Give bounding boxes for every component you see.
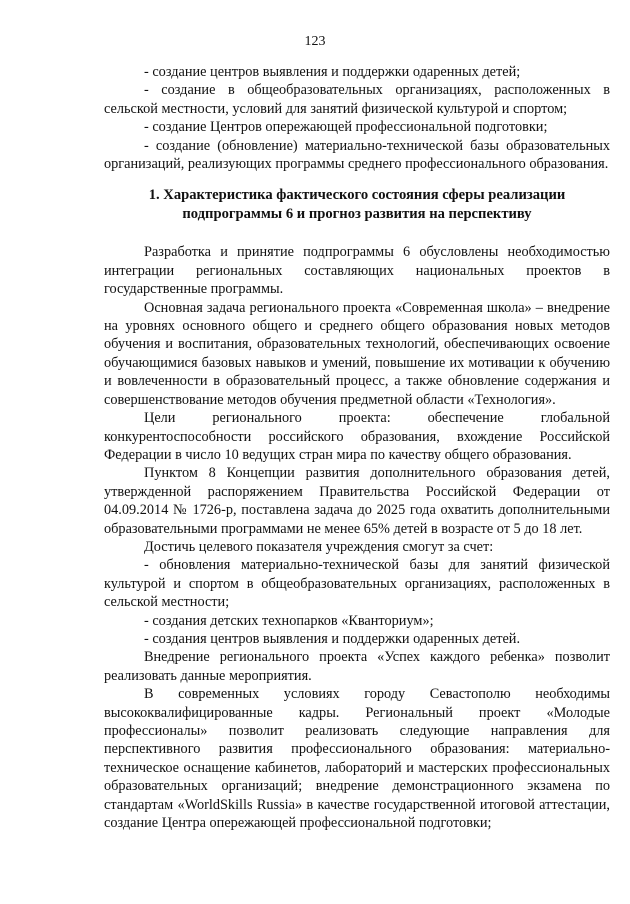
list-item: - создание (обновление) материально-технической базы образовательных организаций, реализующих программы среднего профессионального образования. — [104, 137, 610, 173]
paragraph: Достичь целевого показателя учреждения смогут за счет: — [144, 538, 494, 555]
paragraph: Основная задача регионального проекта «Современная школа» – внедрение на уровнях основного общего и среднего общего образования новых методов обучения и воспитания, образовательных технологий, обеспечивающих освоение обучающимися базовых навыков и умений, повышение их мотивации к обучению и вовлеченности в образовательный процесс, а также обновление содержания и совершенствование методов обучения предметной области «Технология». — [104, 299, 610, 408]
paragraph: Разработка и принятие подпрограммы 6 обусловлены необходимостью интеграции региональных составляющих национальных проектов в государственные программы. — [104, 244, 610, 298]
list-item: - создание Центров опережающей профессиональной подготовки; — [144, 119, 548, 136]
list-item: - обновления материально-технической базы для занятий физической культурой и спортом в общеобразовательных организациях, расположенных в сельской местности; — [104, 557, 610, 611]
list-item: - создание в общеобразовательных организациях, расположенных в сельской местности, условий для занятий физической культурой и спортом; — [104, 82, 610, 117]
paragraph: В современных условиях городу Севастополю необходимы высококвалифицированные кадры. Региональный проект «Молодые профессионалы» позволит реализовать следующие направления для перспективного развития профессионального образования: материально-техническое оснащение кабинетов, лабораторий и мастерских профессиональных образовательных организаций; внедрение демонстрационного экзамена по стандартам «WorldSkills Russia» в качестве государственной итоговой аттестации, создание Центра опережающей профессиональной подготовки; — [104, 686, 610, 832]
section-heading — [104, 186, 610, 224]
list-item: - создания центров выявления и поддержки одаренных детей. — [144, 630, 521, 647]
section-heading-line-1: 1. Характеристика фактического состояния сферы реализации — [148, 187, 566, 204]
page-number: 123 — [304, 34, 326, 49]
paragraph: Цели регионального проекта: обеспечение глобальной конкурентоспособности российского образования, вхождение Российской Федерации в число 10 ведущих стран мира по качеству общего образования. — [104, 410, 610, 463]
list-item: - создания детских технопарков «Кванториум»; — [144, 612, 434, 629]
section-heading-line-2: подпрограммы 6 и прогноз развития на перспективу — [182, 206, 532, 223]
paragraph: Пунктом 8 Концепции развития дополнительного образования детей, утвержденной распоряжением Правительства Российской Федерации от 04.09.2014 № 1726-р, поставлена задача до 2025 года охватить дополнительными образовательными программами не менее 65% детей в возрасте от 5 до 18 лет. — [104, 465, 610, 537]
page-content — [104, 63, 610, 832]
paragraph: Внедрение регионального проекта «Успех каждого ребенка» позволит реализовать данные мероприятия. — [104, 649, 610, 684]
list-item: - создание центров выявления и поддержки одаренных детей; — [144, 64, 521, 80]
